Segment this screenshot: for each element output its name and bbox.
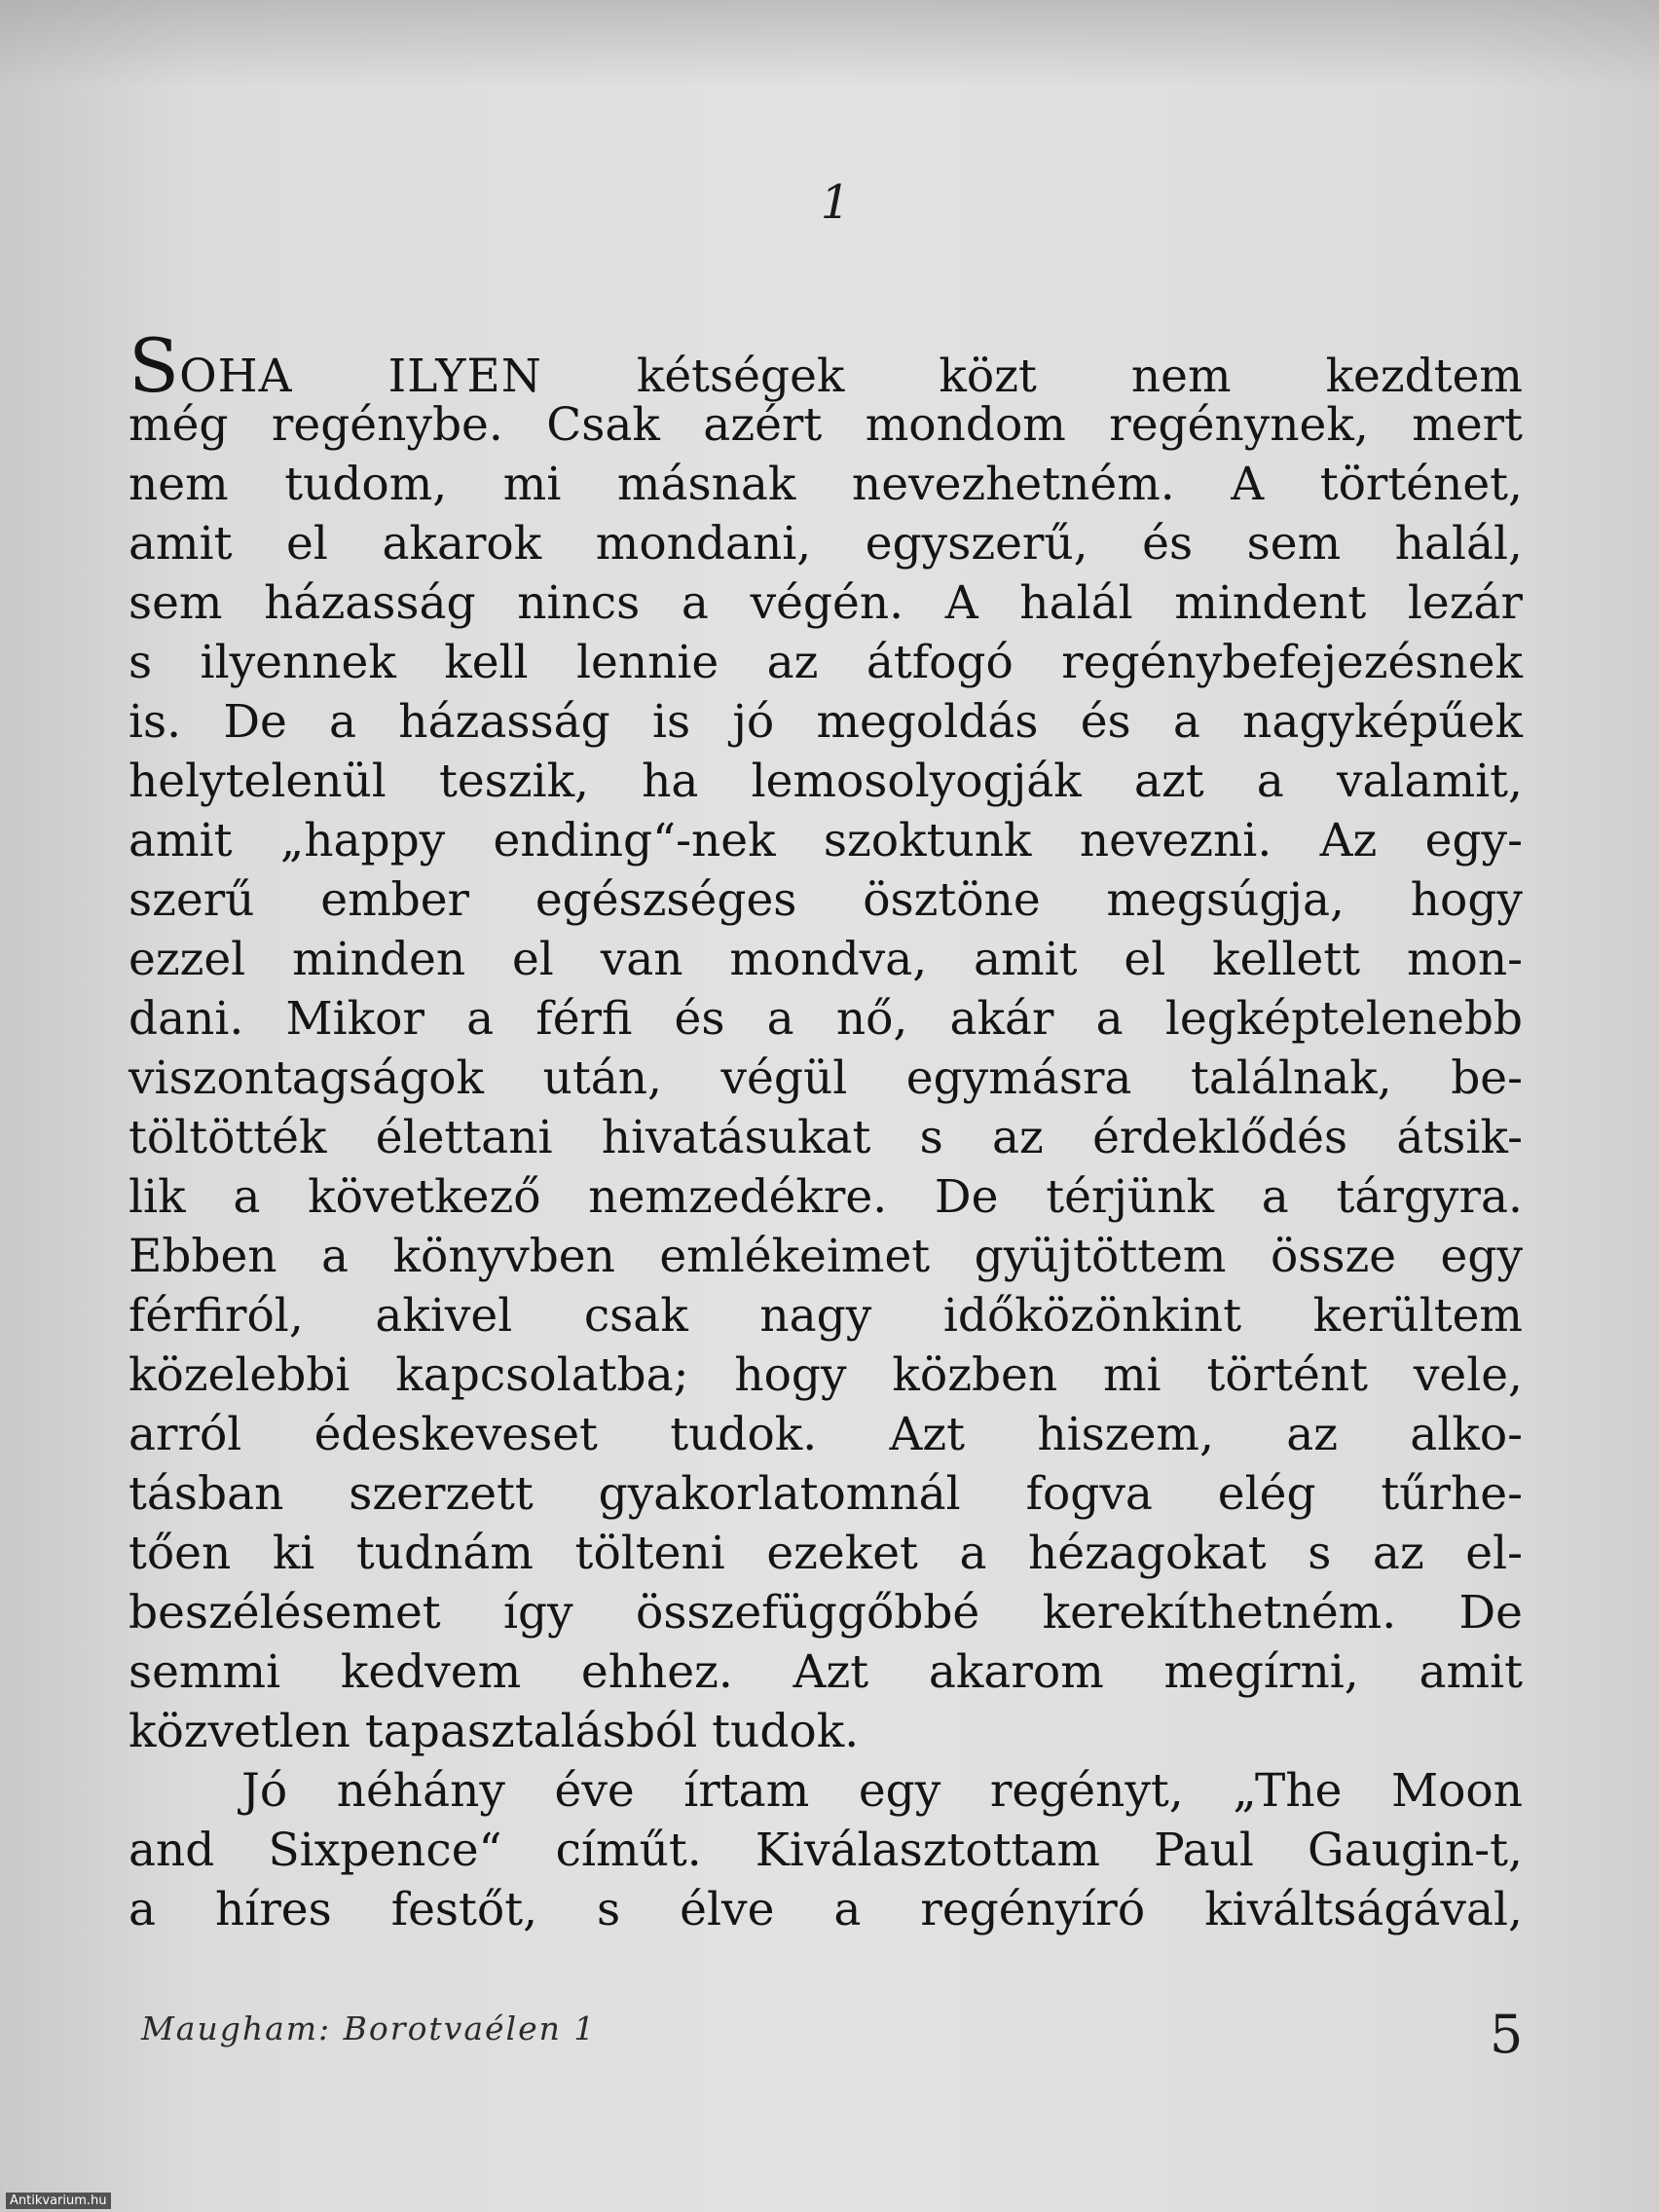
- text-line: viszontagságok után, végül egymásra találnak, be-: [129, 1051, 1523, 1105]
- text-line: közelebbi kapcsolatba; hogy közben mi történt vele,: [129, 1348, 1523, 1402]
- small-caps-opening: OHA ILYEN: [179, 350, 542, 403]
- text-line: sem házasság nincs a végén. A halál mindent lezár: [129, 576, 1523, 630]
- text-line: semmi kedvem ehhez. Azt akarom megírni, amit: [129, 1645, 1523, 1699]
- text-line-paragraph-start: Jó néhány éve írtam egy regényt, „The Moon: [241, 1764, 1523, 1818]
- text-line: beszélésemet így összefüggőbbé kerekíthetném. De: [129, 1586, 1523, 1640]
- text-line: tően ki tudnám tölteni ezeket a hézagokat s az el-: [129, 1527, 1523, 1580]
- line-text: kétségek közt nem kezdtem: [636, 350, 1523, 403]
- chapter-number: 1: [820, 175, 851, 230]
- text-line: is. De a házasság is jó megoldás és a nagyképűek: [129, 695, 1523, 749]
- page-number: 5: [1490, 2004, 1524, 2065]
- text-line: helytelenül teszik, ha lemosolyogják azt a valamit,: [129, 755, 1523, 808]
- text-line: férfiról, akivel csak nagy időközönkint kerültem: [129, 1289, 1523, 1343]
- text-line: amit el akarok mondani, egyszerű, és sem halál,: [129, 517, 1523, 571]
- watermark: Antikvarium.hu: [6, 2193, 111, 2209]
- text-line: ezzel minden el van mondva, amit el kellett mon-: [129, 933, 1523, 986]
- text-line: and Sixpence“ címűt. Kiválasztottam Paul Gaugin-t,: [129, 1824, 1523, 1877]
- text-line: Ebben a könyvben emlékeimet gyüjtöttem össze egy: [129, 1230, 1523, 1283]
- text-line: arról édeskeveset tudok. Azt hiszem, az alko-: [129, 1408, 1523, 1461]
- text-line: még regénybe. Csak azért mondom regénynek, mert: [129, 398, 1523, 452]
- text-line-1: [129, 322, 1523, 409]
- text-line: s ilyennek kell lennie az átfogó regénybefejezésnek: [129, 636, 1523, 689]
- printer-signature: Maugham: Borotvaélen 1: [141, 2009, 597, 2047]
- text-line: lik a következő nemzedékre. De térjünk a tárgyra.: [129, 1170, 1523, 1224]
- body-text: [129, 322, 1523, 1939]
- text-line: szerű ember egészséges ösztöne megsúgja, hogy: [129, 873, 1523, 927]
- text-line: a híres festőt, s élve a regényíró kiváltságával,: [129, 1883, 1523, 1936]
- drop-cap: S: [129, 322, 180, 409]
- text-line: nem tudom, mi másnak nevezhetném. A történet,: [129, 458, 1523, 511]
- page-shadow: [0, 0, 1659, 88]
- text-line: tásban szerzett gyakorlatomnál fogva elég tűrhe-: [129, 1467, 1523, 1521]
- text-line: töltötték élettani hivatásukat s az érdeklődés átsik-: [129, 1111, 1523, 1164]
- text-line: közvetlen tapasztalásból tudok.: [129, 1705, 860, 1758]
- text-line: amit „happy ending“-nek szoktunk nevezni. Az egy-: [129, 814, 1523, 867]
- text-line: dani. Mikor a férfi és a nő, akár a legképtelenebb: [129, 992, 1523, 1046]
